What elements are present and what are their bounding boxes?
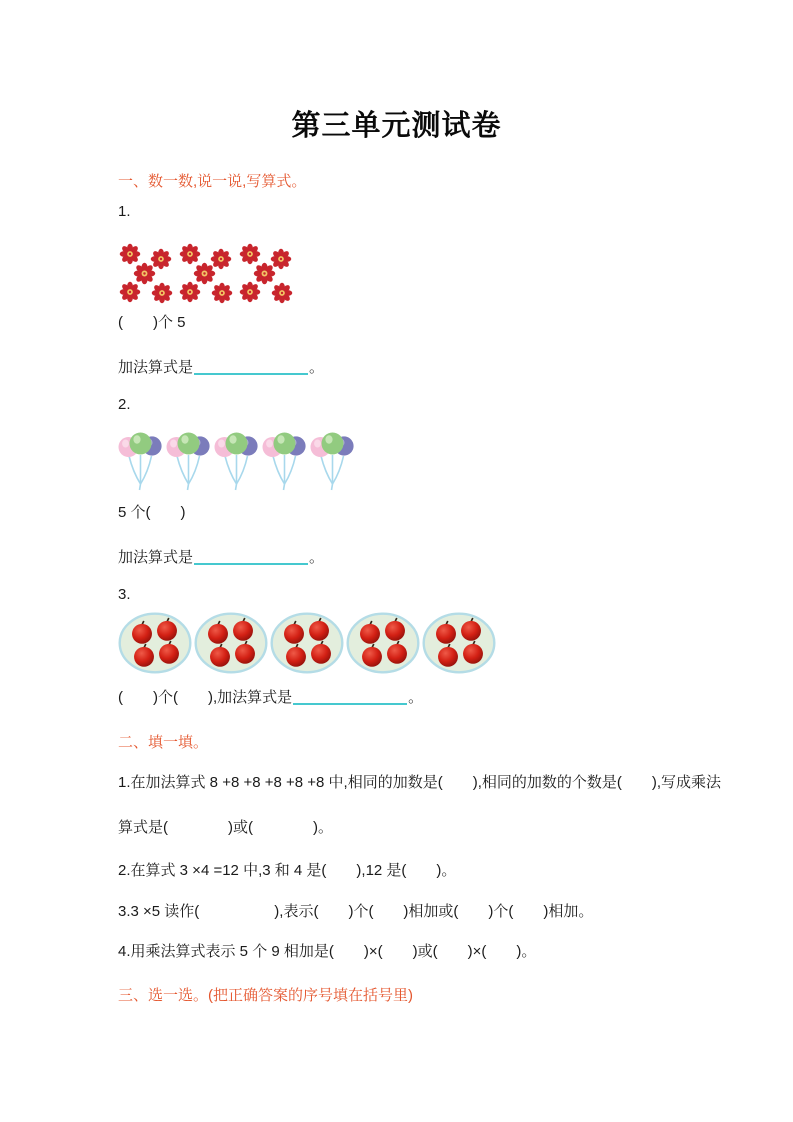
fill-in-question-4: 4.用乘法算式表示 5 个 9 相加是( )×( )或( )×( )。 bbox=[118, 943, 537, 960]
item-3-count-formula-line bbox=[118, 686, 423, 707]
balloon-bunch-icon bbox=[166, 427, 211, 491]
section-two-heading: 二、填一填。 bbox=[118, 734, 209, 751]
red-flower-group-icon bbox=[238, 240, 295, 304]
page-title: 第三单元测试卷 bbox=[291, 110, 502, 142]
item-2-count-line: 5 个( ) bbox=[118, 504, 186, 521]
item-2-number: 2. bbox=[118, 396, 131, 413]
fill-in-question-3: 3.3 ×5 读作( ),表示( )个( )相加或( )个( )相加。 bbox=[118, 903, 594, 920]
item-2-period: 。 bbox=[309, 549, 325, 566]
balloon-bunch-icon bbox=[118, 427, 163, 491]
apple-plate-icon bbox=[270, 611, 344, 675]
fill-in-question-1-line-1: 1.在加法算式 8 +8 +8 +8 +8 +8 中,相同的加数是( ),相同的加数的个数是( ),写成乘法 bbox=[118, 774, 722, 791]
red-flower-group-icon bbox=[178, 240, 235, 304]
red-flower-group-icon bbox=[118, 240, 175, 304]
item-2-formula-label: 加法算式是 bbox=[118, 549, 194, 566]
item-3-answer-blank[interactable] bbox=[293, 690, 407, 705]
item-1-formula-label: 加法算式是 bbox=[118, 359, 194, 376]
fill-in-question-2: 2.在算式 3 ×4 =12 中,3 和 4 是( ),12 是( )。 bbox=[118, 862, 457, 879]
balloon-bunch-icon bbox=[214, 427, 259, 491]
item-3-period: 。 bbox=[408, 689, 424, 706]
section-one-heading: 一、数一数,说一说,写算式。 bbox=[118, 173, 307, 190]
item-1-period: 。 bbox=[309, 359, 325, 376]
item-3-number: 3. bbox=[118, 586, 131, 603]
item-3-count-label: ( )个( ),加法算式是 bbox=[118, 689, 293, 706]
item-1-number: 1. bbox=[118, 203, 131, 220]
balloon-bunch-icon bbox=[310, 427, 355, 491]
flower-groups-row bbox=[118, 240, 295, 304]
item-1-answer-blank[interactable] bbox=[194, 360, 308, 375]
apple-plate-icon bbox=[346, 611, 420, 675]
item-1-formula-line bbox=[118, 356, 324, 377]
apple-plate-icon bbox=[118, 611, 192, 675]
section-three-heading: 三、选一选。(把正确答案的序号填在括号里) bbox=[118, 987, 413, 1004]
apple-plates-row bbox=[118, 611, 496, 675]
fill-in-question-1-line-2: 算式是( )或( )。 bbox=[118, 819, 333, 836]
apple-plate-icon bbox=[422, 611, 496, 675]
apple-plate-icon bbox=[194, 611, 268, 675]
item-1-count-line: ( )个 5 bbox=[118, 314, 186, 331]
item-2-answer-blank[interactable] bbox=[194, 550, 308, 565]
balloon-bunches-row bbox=[118, 427, 355, 491]
balloon-bunch-icon bbox=[262, 427, 307, 491]
item-2-formula-line bbox=[118, 546, 324, 567]
